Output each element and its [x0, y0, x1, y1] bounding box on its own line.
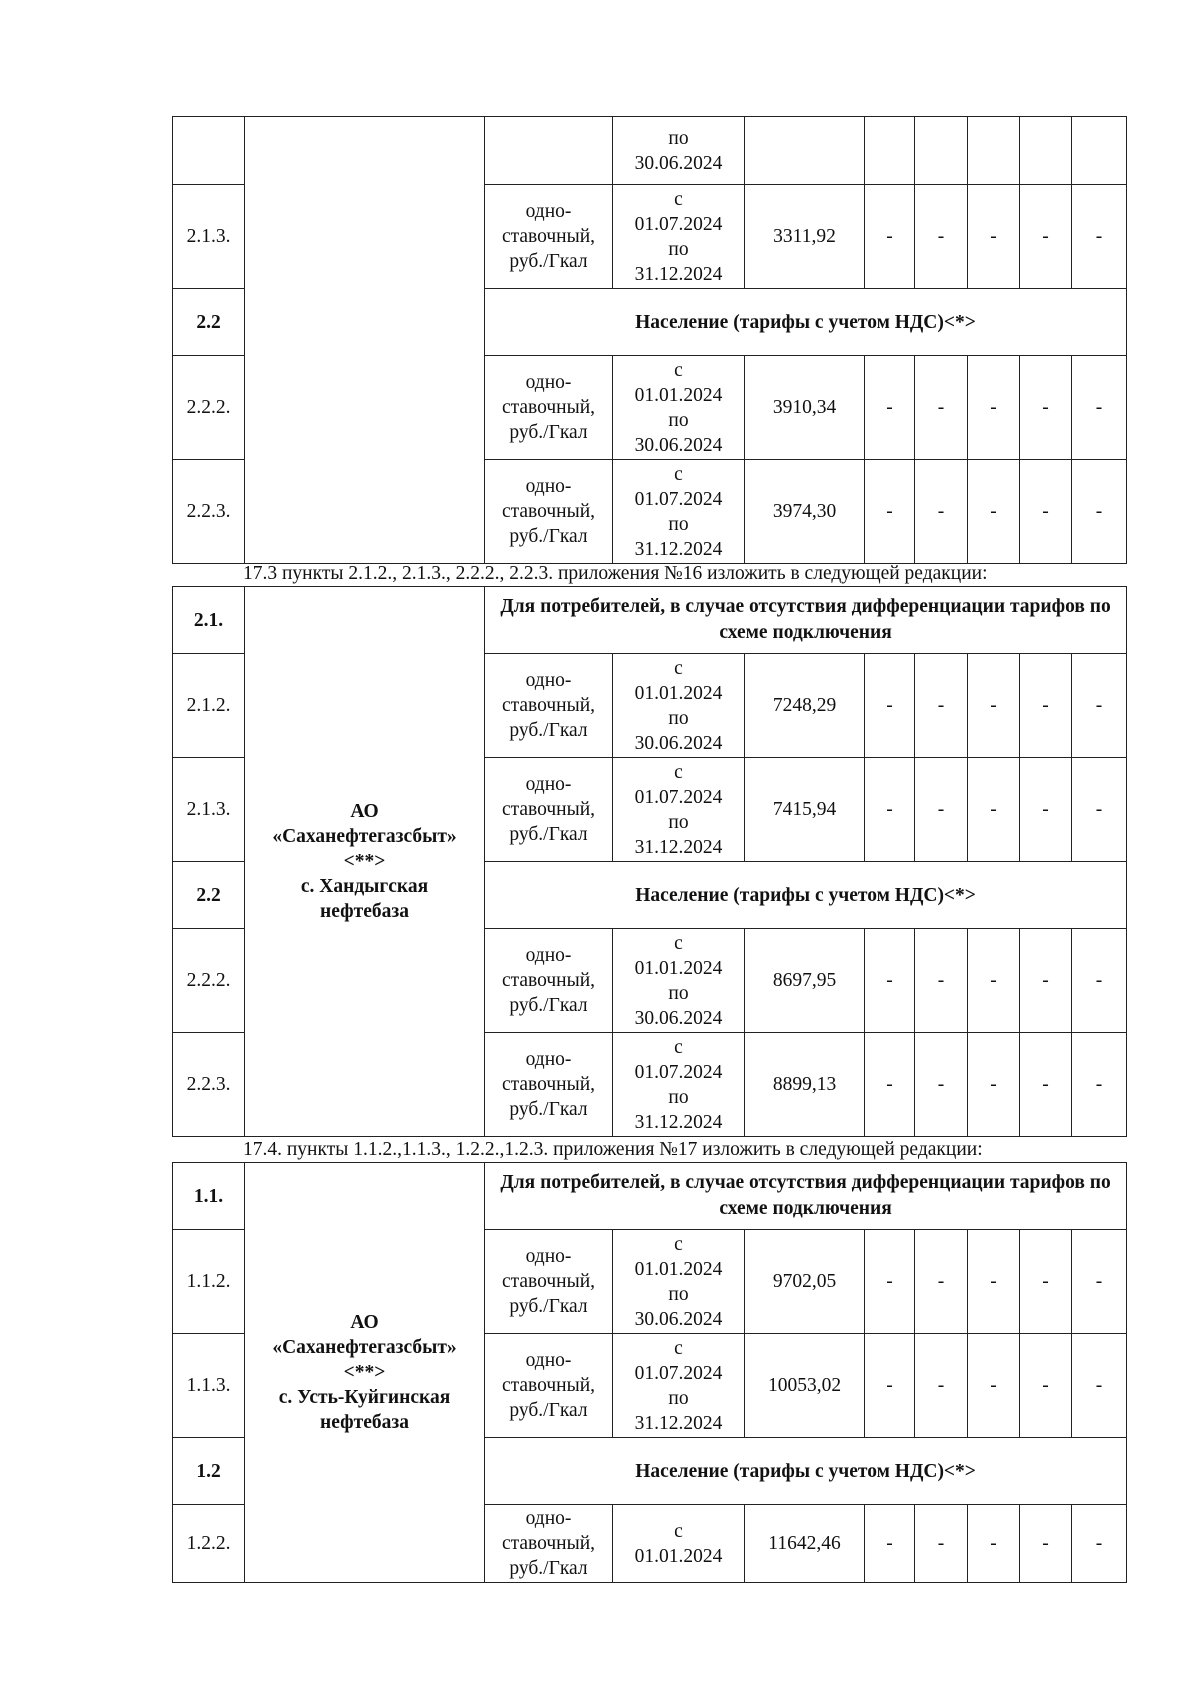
dash-cell: - — [915, 356, 968, 460]
dash-cell: - — [915, 460, 968, 564]
tariff-value: 7415,94 — [745, 758, 865, 862]
dash-cell: - — [1072, 654, 1127, 758]
dash-cell: - — [1020, 1334, 1072, 1438]
section-title: Население (тарифы с учетом НДС)<*> — [485, 1438, 1127, 1505]
rate-type: одно- ставочный, руб./Гкал — [485, 460, 613, 564]
dash-cell: - — [915, 929, 968, 1033]
section-number: 1.1. — [173, 1163, 245, 1230]
dash-cell: - — [1072, 1230, 1127, 1334]
organization-cell: АО «Саханефтегазсбыт» <**> с. Усть-Куйгинская нефтебаза — [245, 1163, 485, 1583]
dash-cell: - — [1020, 460, 1072, 564]
dash-cell: - — [915, 1033, 968, 1137]
rate-type: одно- ставочный, руб./Гкал — [485, 654, 613, 758]
dash-cell: - — [915, 758, 968, 862]
tariff-table-3 — [172, 1162, 1127, 1583]
dash-cell: - — [968, 1505, 1020, 1583]
row-number: 1.1.3. — [173, 1334, 245, 1438]
dash-cell: - — [1072, 758, 1127, 862]
dash-cell: - — [1072, 929, 1127, 1033]
dash-cell: - — [968, 929, 1020, 1033]
dash-cell: - — [1020, 654, 1072, 758]
period: по 30.06.2024 — [613, 117, 745, 185]
tariff-value: 7248,29 — [745, 654, 865, 758]
row-number: 2.2.2. — [173, 929, 245, 1033]
rate-type: одно- ставочный, руб./Гкал — [485, 1334, 613, 1438]
tariff-table-1 — [172, 116, 1127, 564]
dash-cell: - — [915, 1230, 968, 1334]
dash-cell: - — [915, 654, 968, 758]
dash-cell: - — [915, 1505, 968, 1583]
dash-cell: - — [865, 1230, 915, 1334]
organization-cell — [245, 117, 485, 564]
tariff-value: 9702,05 — [745, 1230, 865, 1334]
section-title: Для потребителей, в случае отсутствия дифференциации тарифов по схеме подключения — [485, 1163, 1127, 1230]
row-number — [173, 117, 245, 185]
dash-cell: - — [1072, 1334, 1127, 1438]
row-number: 2.1.2. — [173, 654, 245, 758]
amendment-caption: 17.4. пункты 1.1.2.,1.1.3., 1.2.2.,1.2.3. приложения №17 изложить в следующей редакции: — [243, 1139, 983, 1160]
dash-cell: - — [865, 1334, 915, 1438]
period: с 01.07.2024 по 31.12.2024 — [613, 460, 745, 564]
table-row — [173, 1163, 1127, 1230]
dash-cell: - — [865, 185, 915, 289]
table-row — [173, 117, 1127, 185]
dash-cell: - — [865, 460, 915, 564]
dash-cell: - — [865, 1505, 915, 1583]
period: с 01.07.2024 по 31.12.2024 — [613, 185, 745, 289]
dash-cell: - — [1072, 185, 1127, 289]
dash-cell: - — [1020, 1505, 1072, 1583]
row-number: 2.2.3. — [173, 1033, 245, 1137]
rate-type: одно- ставочный, руб./Гкал — [485, 185, 613, 289]
dash-cell: - — [1020, 1033, 1072, 1137]
rate-type: одно- ставочный, руб./Гкал — [485, 1230, 613, 1334]
dash-cell: - — [1020, 356, 1072, 460]
rate-type: одно- ставочный, руб./Гкал — [485, 1033, 613, 1137]
dash-cell: - — [865, 654, 915, 758]
dash-cell: - — [865, 929, 915, 1033]
dash-cell: - — [968, 356, 1020, 460]
period: с 01.01.2024 — [613, 1505, 745, 1583]
dash-cell: - — [915, 1334, 968, 1438]
period: с 01.01.2024 по 30.06.2024 — [613, 356, 745, 460]
period: с 01.01.2024 по 30.06.2024 — [613, 1230, 745, 1334]
row-number: 1.1.2. — [173, 1230, 245, 1334]
section-title: Население (тарифы с учетом НДС)<*> — [485, 289, 1127, 356]
organization-cell: АО «Саханефтегазсбыт» <**> с. Хандыгская нефтебаза — [245, 587, 485, 1137]
dash-cell: - — [1020, 1230, 1072, 1334]
dash-cell: - — [865, 356, 915, 460]
dash-cell: - — [968, 185, 1020, 289]
row-number: 2.1.3. — [173, 185, 245, 289]
dash-cell: - — [1072, 1033, 1127, 1137]
dash-cell: - — [968, 460, 1020, 564]
period: с 01.01.2024 по 30.06.2024 — [613, 929, 745, 1033]
rate-type: одно- ставочный, руб./Гкал — [485, 758, 613, 862]
tariff-value — [745, 117, 865, 185]
section-number: 2.2 — [173, 862, 245, 929]
section-number: 2.2 — [173, 289, 245, 356]
section-number: 1.2 — [173, 1438, 245, 1505]
amendment-caption: 17.3 пункты 2.1.2., 2.1.3., 2.2.2., 2.2.3. приложения №16 изложить в следующей редакции: — [243, 563, 988, 584]
row-number: 2.2.2. — [173, 356, 245, 460]
tariff-value: 3974,30 — [745, 460, 865, 564]
tariff-value: 10053,02 — [745, 1334, 865, 1438]
dash-cell: - — [1072, 356, 1127, 460]
dash-cell: - — [915, 185, 968, 289]
rate-type: одно- ставочный, руб./Гкал — [485, 1505, 613, 1583]
dash-cell: - — [1020, 929, 1072, 1033]
rate-type: одно- ставочный, руб./Гкал — [485, 929, 613, 1033]
row-number: 2.1.3. — [173, 758, 245, 862]
period: с 01.01.2024 по 30.06.2024 — [613, 654, 745, 758]
dash-cell: - — [968, 1033, 1020, 1137]
tariff-value: 8899,13 — [745, 1033, 865, 1137]
tariff-value: 11642,46 — [745, 1505, 865, 1583]
period: с 01.07.2024 по 31.12.2024 — [613, 1033, 745, 1137]
rate-type — [485, 117, 613, 185]
dash-cell: - — [968, 758, 1020, 862]
dash-cell: - — [1020, 185, 1072, 289]
row-number: 1.2.2. — [173, 1505, 245, 1583]
tariff-value: 8697,95 — [745, 929, 865, 1033]
period: с 01.07.2024 по 31.12.2024 — [613, 758, 745, 862]
period: с 01.07.2024 по 31.12.2024 — [613, 1334, 745, 1438]
dash-cell: - — [1072, 1505, 1127, 1583]
row-number: 2.2.3. — [173, 460, 245, 564]
dash-cell: - — [968, 654, 1020, 758]
dash-cell: - — [968, 1230, 1020, 1334]
dash-cell: - — [1072, 460, 1127, 564]
table-row — [173, 587, 1127, 654]
section-title: Население (тарифы с учетом НДС)<*> — [485, 862, 1127, 929]
dash-cell: - — [865, 1033, 915, 1137]
dash-cell: - — [968, 1334, 1020, 1438]
tariff-value: 3910,34 — [745, 356, 865, 460]
section-title: Для потребителей, в случае отсутствия дифференциации тарифов по схеме подключения — [485, 587, 1127, 654]
dash-cell: - — [865, 758, 915, 862]
tariff-table-2 — [172, 586, 1127, 1137]
section-number: 2.1. — [173, 587, 245, 654]
rate-type: одно- ставочный, руб./Гкал — [485, 356, 613, 460]
tariff-value: 3311,92 — [745, 185, 865, 289]
dash-cell: - — [1020, 758, 1072, 862]
